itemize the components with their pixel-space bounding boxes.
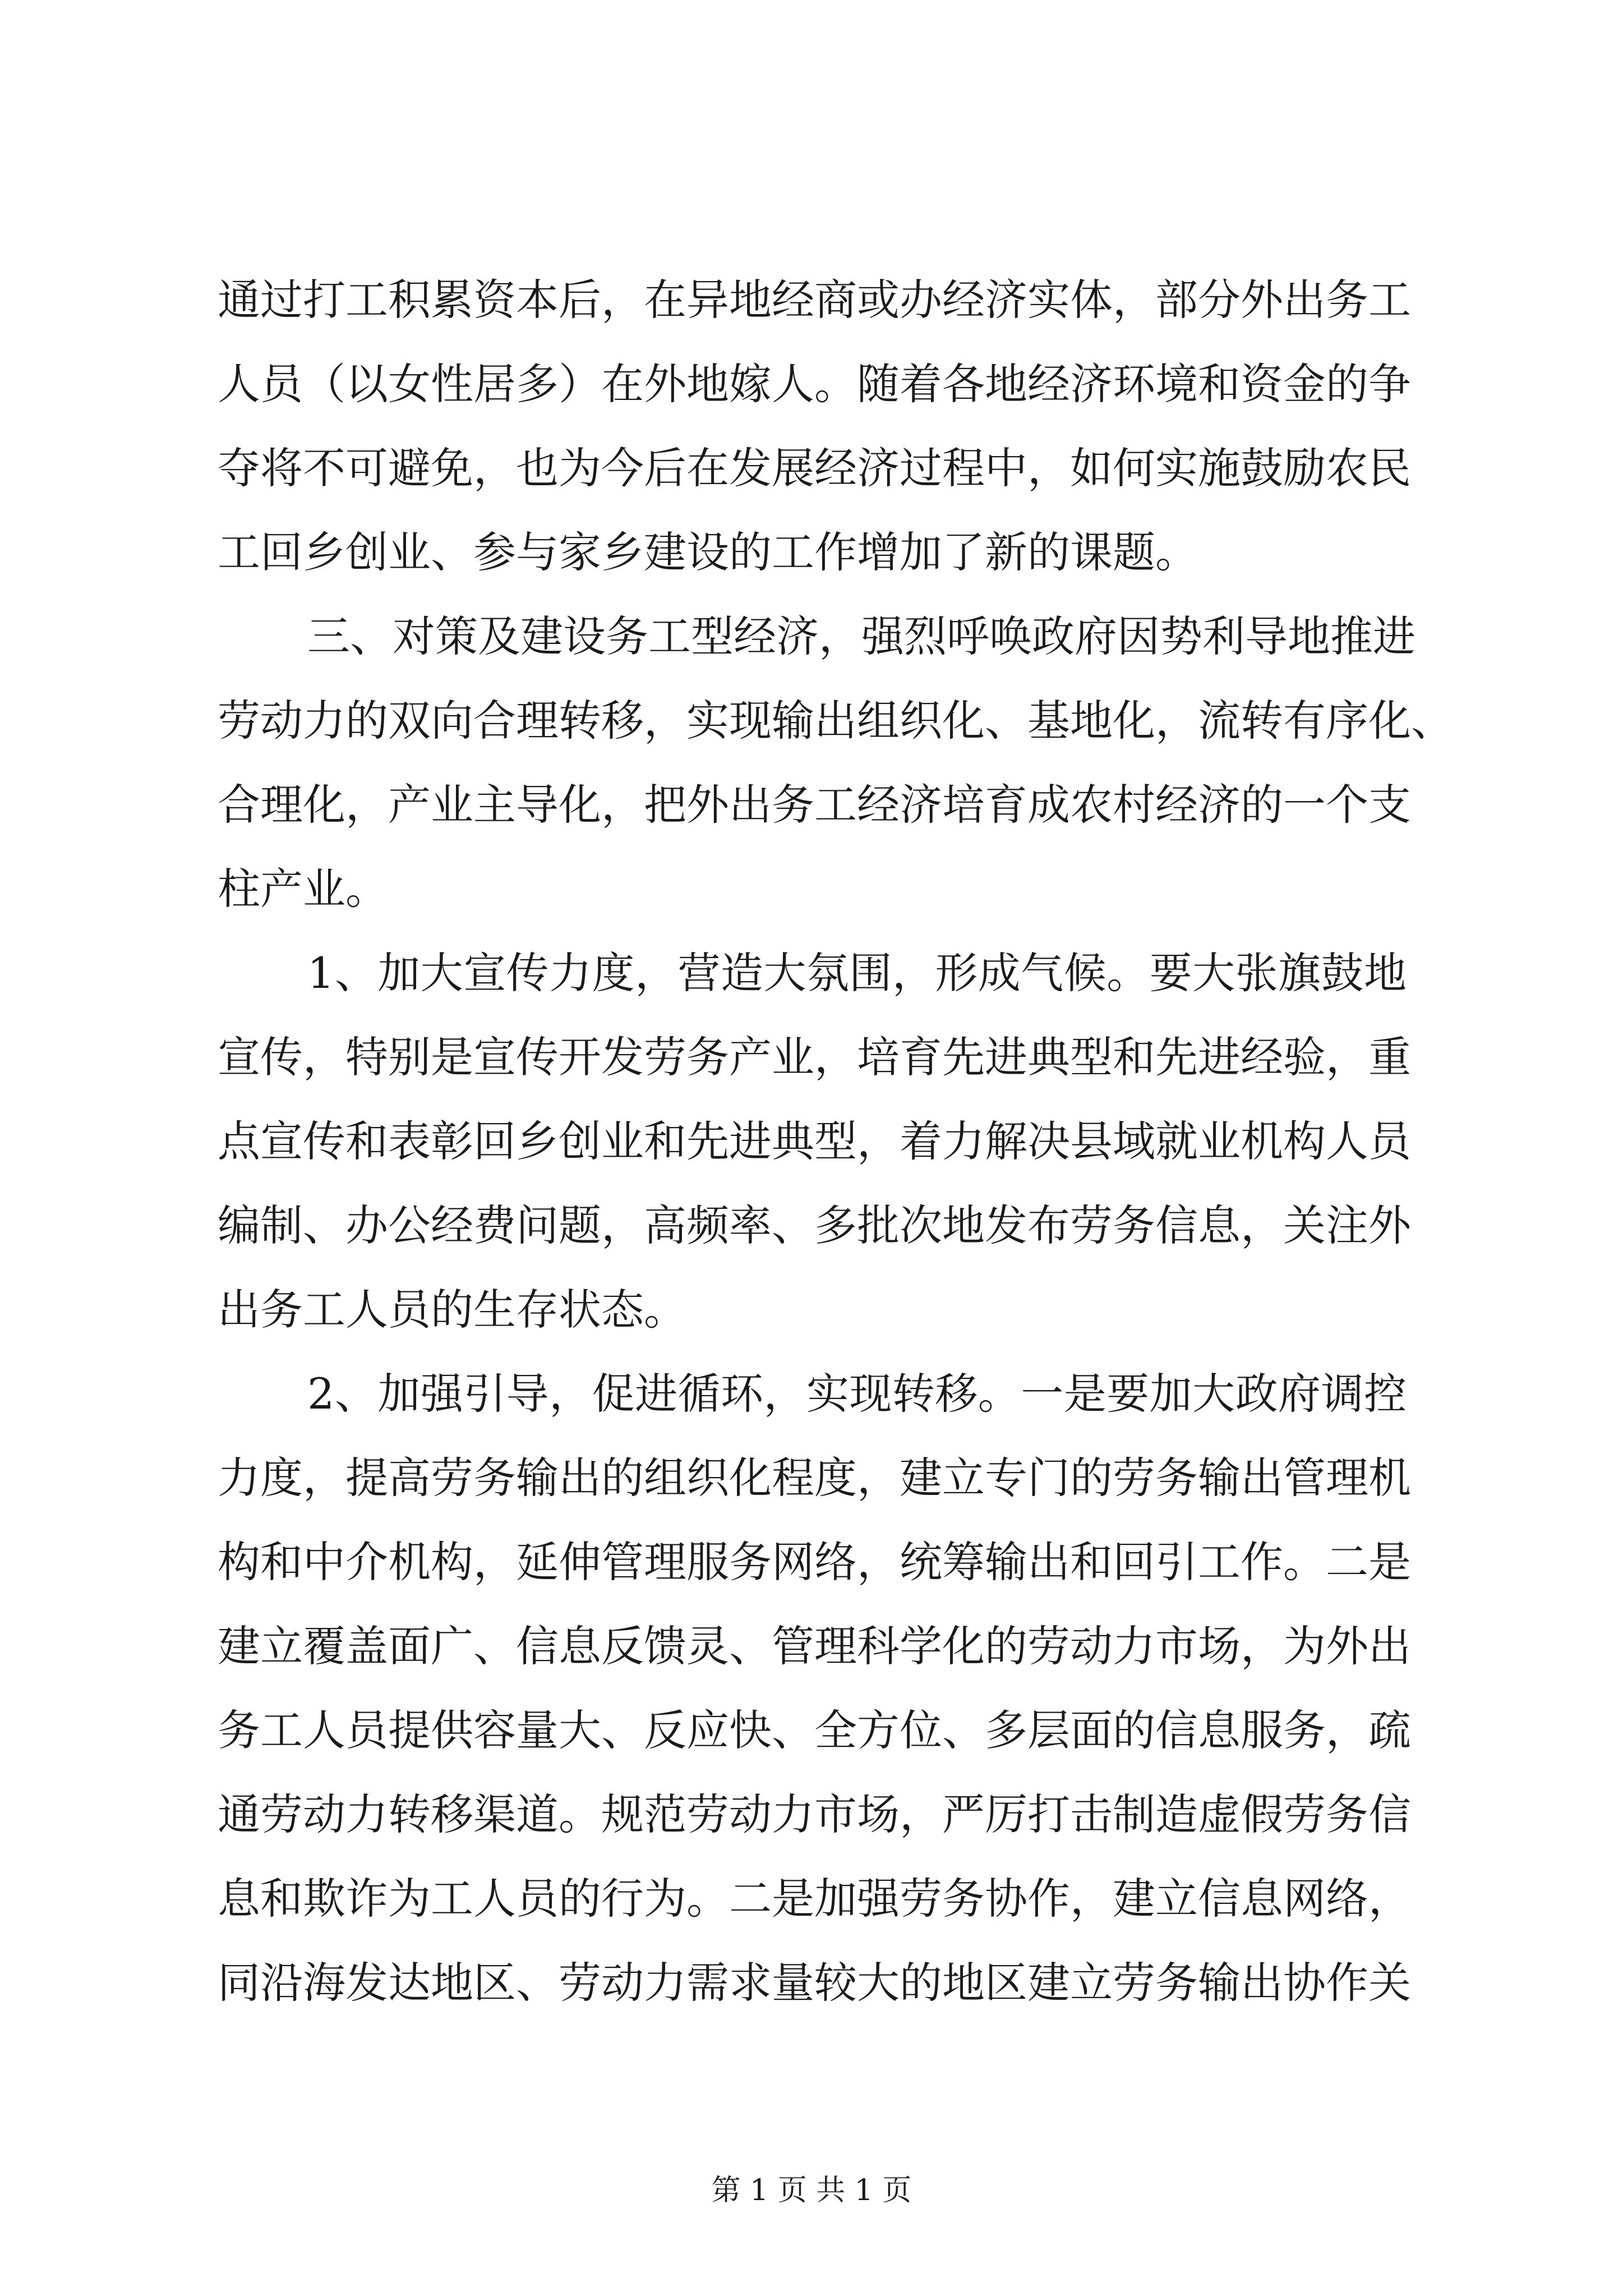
text-line: 务工人员提供容量大、反应快、全方位、多层面的信息服务，疏 xyxy=(218,1705,1411,1755)
text-line: 通劳动力转移渠道。规范劳动力市场，严厉打击制造虚假劳务信 xyxy=(218,1789,1411,1839)
text-line: 工回乡创业、参与家乡建设的工作增加了新的课题。 xyxy=(218,527,1198,577)
text-line: 宣传，特别是宣传开发劳务产业，培育先进典型和先进经验，重 xyxy=(218,1032,1411,1082)
paragraph-first-line: 1、加大宣传力度，营造大氛围，形成气候。要大张旗鼓地 xyxy=(307,948,1407,998)
text-line: 劳动力的双向合理转移，实现输出组织化、基地化，流转有序化、 xyxy=(218,696,1454,746)
paragraph-heading-line: 三、对策及建设务工型经济，强烈呼唤政府因势利导地推进 xyxy=(307,611,1415,661)
paragraph-first-line: 2、加强引导，促进循环，实现转移。一是要加大政府调控 xyxy=(307,1369,1407,1419)
text-line: 建立覆盖面广、信息反馈灵、管理科学化的劳动力市场，为外出 xyxy=(218,1621,1411,1671)
text-line: 合理化，产业主导化，把外出务工经济培育成农村经济的一个支 xyxy=(218,780,1411,830)
text-line: 编制、办公经费问题，高频率、多批次地发布劳务信息，关注外 xyxy=(218,1200,1411,1250)
text-line: 通过打工积累资本后，在异地经商或办经济实体，部分外出务工 xyxy=(218,275,1411,325)
text-line: 点宣传和表彰回乡创业和先进典型，着力解决县域就业机构人员 xyxy=(218,1116,1411,1166)
text-line: 构和中介机构，延伸管理服务网络，统筹输出和回引工作。二是 xyxy=(218,1537,1411,1587)
text-line: 人员（以女性居多）在外地嫁人。随着各地经济环境和资金的争 xyxy=(218,359,1411,409)
text-line: 力度，提高劳务输出的组织化程度，建立专门的劳务输出管理机 xyxy=(218,1453,1411,1503)
text-line: 息和欺诈为工人员的行为。二是加强劳务协作，建立信息网络， xyxy=(218,1874,1411,1924)
text-line: 同沿海发达地区、劳动力需求量较大的地区建立劳务输出协作关 xyxy=(218,1958,1411,2008)
text-line: 夺将不可避免，也为今后在发展经济过程中，如何实施鼓励农民 xyxy=(218,443,1411,493)
text-line: 柱产业。 xyxy=(218,864,388,914)
page-footer: 第 1 页 共 1 页 xyxy=(711,2174,912,2207)
text-line: 出务工人员的生存状态。 xyxy=(218,1285,686,1335)
